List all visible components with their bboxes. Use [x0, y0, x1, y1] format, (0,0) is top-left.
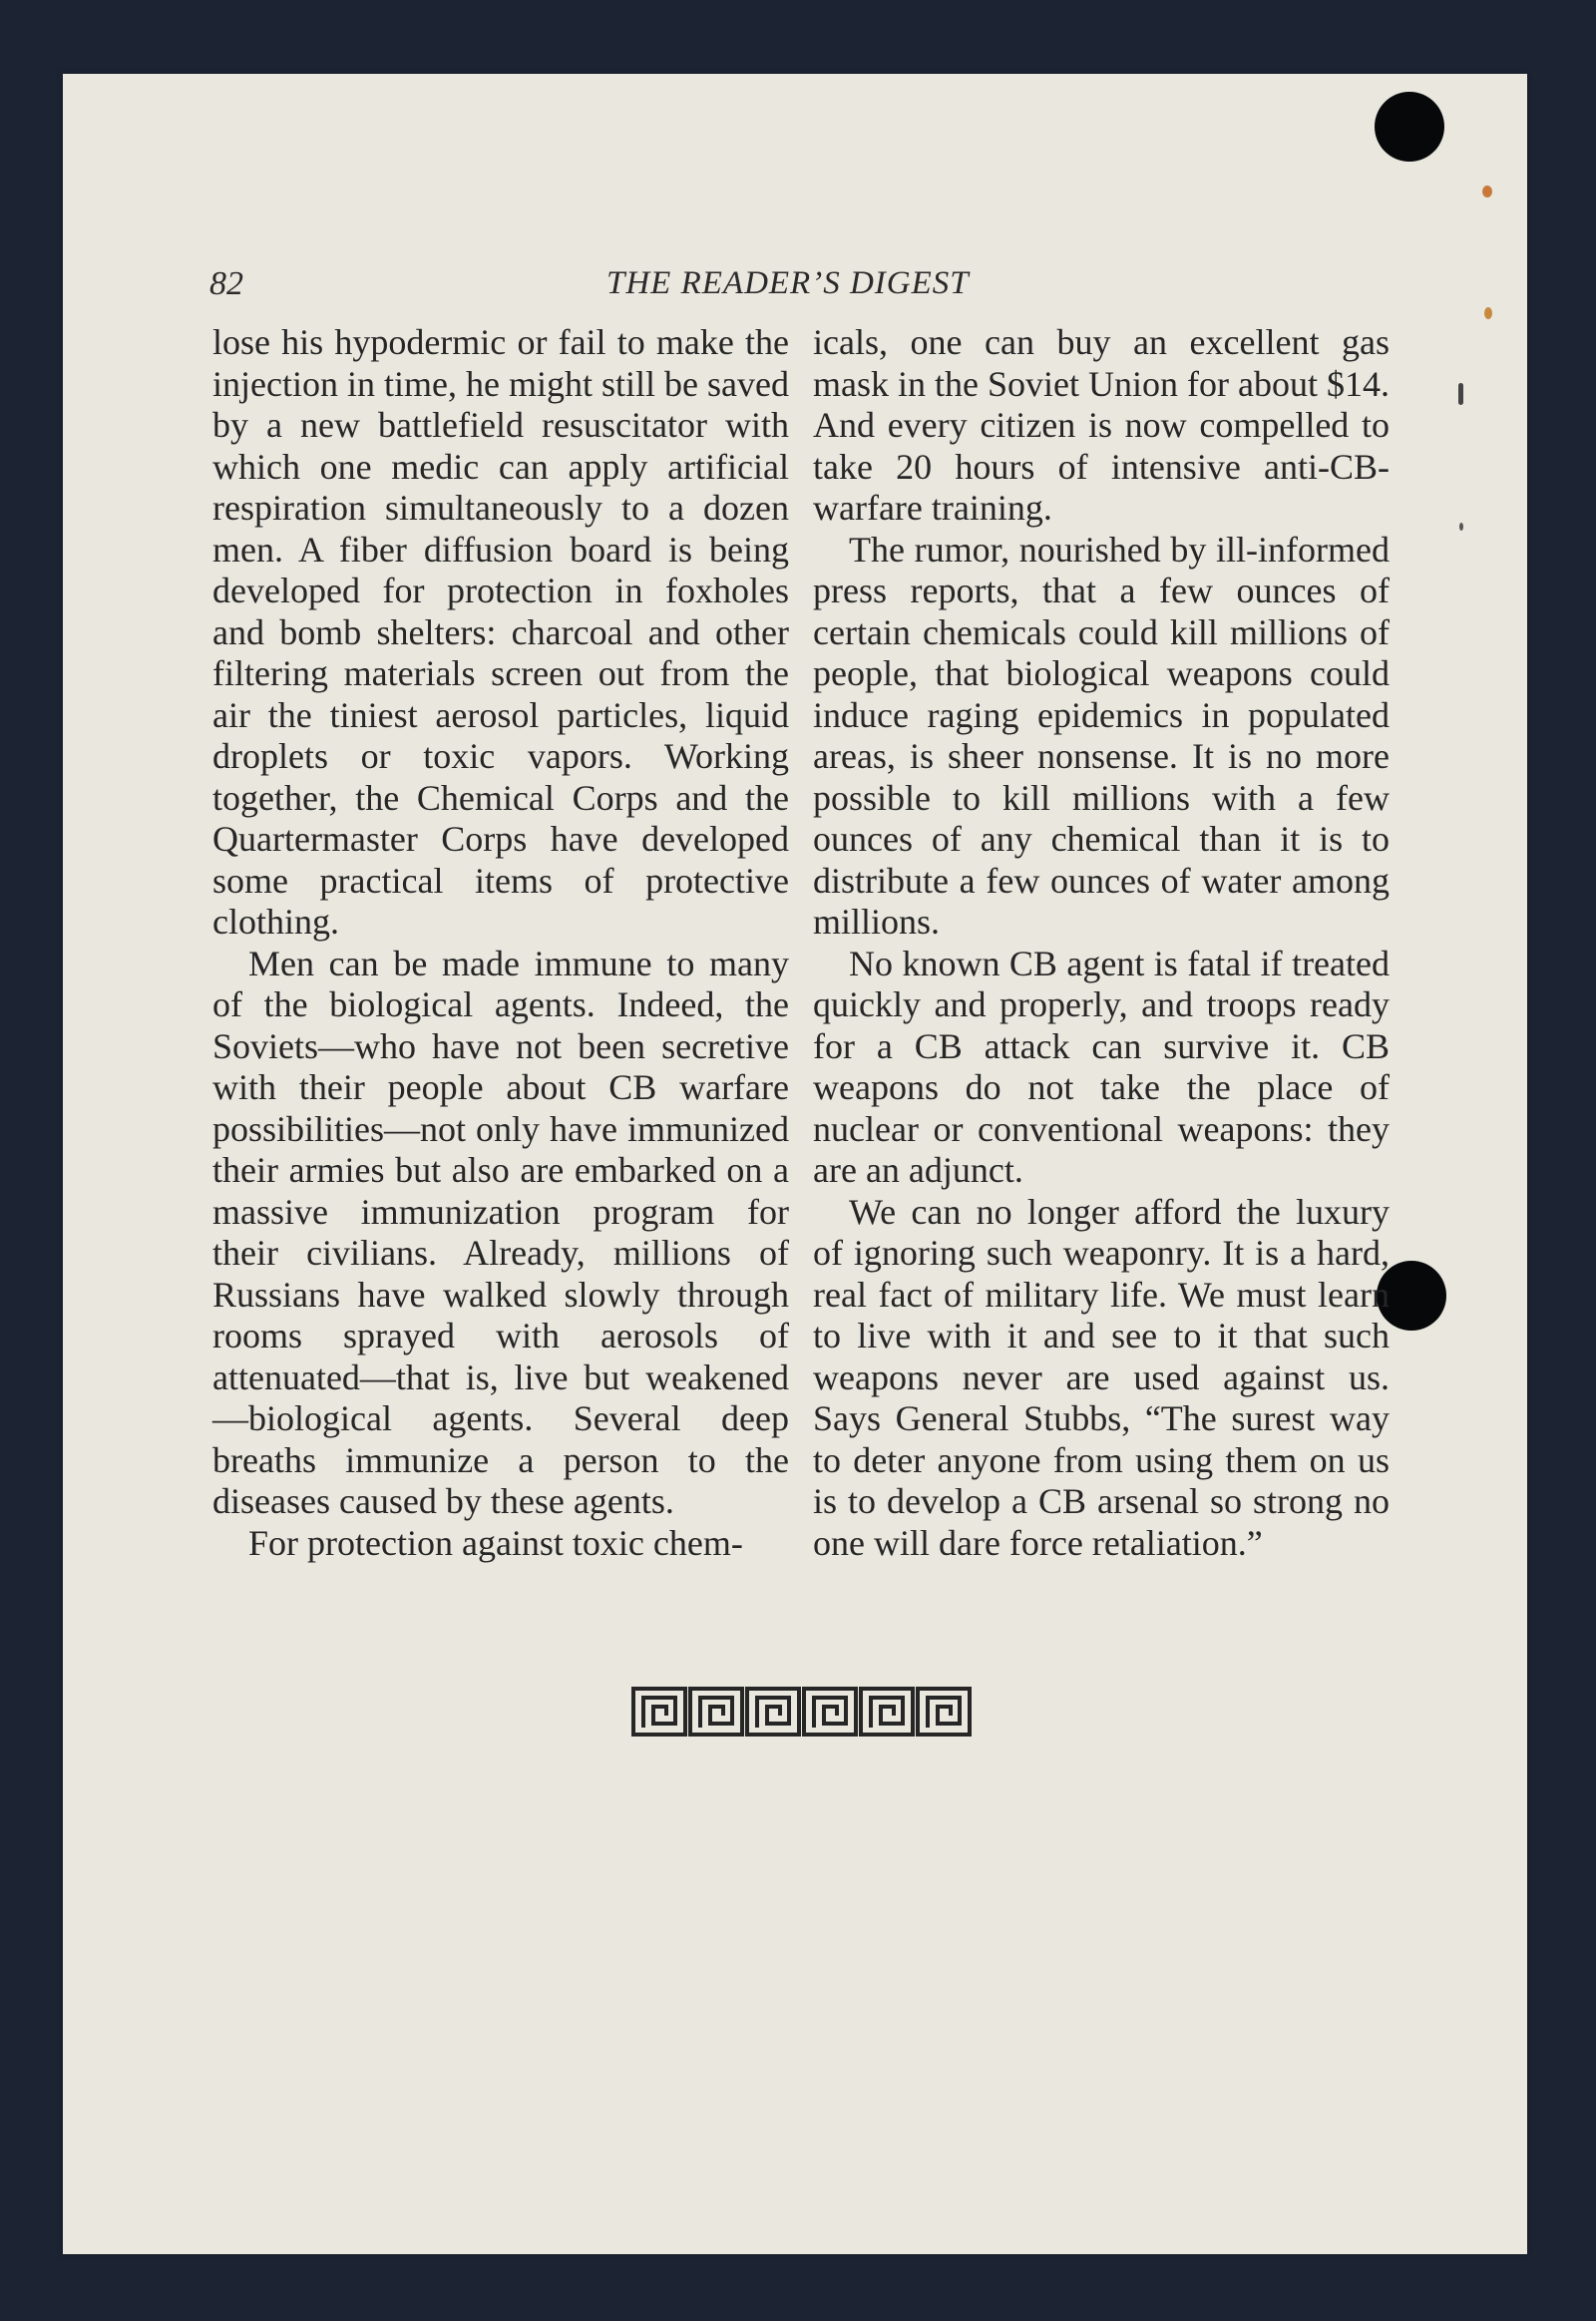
paragraph: Men can be made immune to many of the biological agents. Indeed, the Soviets—who have not been secretive with their people about CB warfare possibilities—not only have immunized their armies but also are embarked on a massive immunization program for their civilians. Already, millions of Russians have walked slowly through rooms sprayed with aerosols of attenuated—that is, live but weakened—biological agents. Several deep breaths immunize a person to the diseases caused by these agents. — [212, 943, 789, 1521]
left-column — [212, 322, 789, 1564]
stain-speck — [1458, 383, 1463, 405]
paragraph: For protection against toxic chem- — [248, 1522, 743, 1563]
paragraph: lose his hypodermic or fail to make the injection in time, he might still be saved by a new battlefield resuscitator with which one medic can apply artificial respiration simultaneously to a dozen men. A fiber diffusion board is being developed for protection in foxholes and bomb shelters: charcoal and other filtering materials screen out from the air the tiniest aerosol particles, liquid droplets or toxic vapors. Working together, the Chemical Corps and the Quartermaster Corps have developed some practical items of protective clothing. — [212, 322, 789, 942]
paragraph: icals, one can buy an excellent gas mask in the Soviet Union for about $14. And every citizen is now compelled to take 20 hours of intensive anti-CB-warfare training. — [813, 322, 1390, 528]
right-column — [813, 322, 1390, 1564]
running-head: THE READER’S DIGEST — [606, 265, 970, 301]
page-number: 82 — [209, 265, 243, 302]
paragraph: The rumor, nourished by ill-informed press reports, that a few ounces of certain chemicals could kill millions of people, that biological weapons could induce raging epidemics in populated areas, is sheer nonsense. It is no more possible to kill millions with a few ounces of any chemical than it is to distribute a few ounces of water among millions. — [813, 529, 1390, 942]
punch-hole-icon — [1375, 92, 1444, 162]
stain-speck — [1482, 186, 1492, 197]
paragraph: We can no longer afford the luxury of ignoring such weaponry. It is a hard, real fact of military life. We must learn to live with it and see to it that such weapons never are used against us. Says General Stubbs, “The surest way to deter anyone from using them on us is to develop a CB arsenal so strong no one will dare force retaliation.” — [813, 1191, 1390, 1563]
stain-speck — [1459, 523, 1463, 531]
greek-key-ornament-icon — [630, 1686, 974, 1738]
paragraph: No known CB agent is fatal if treated quickly and properly, and troops ready for a CB attack can survive it. CB weapons do not take the place of nuclear or conventional weapons: they are an adjunct. — [813, 943, 1390, 1190]
stain-speck — [1484, 307, 1492, 319]
